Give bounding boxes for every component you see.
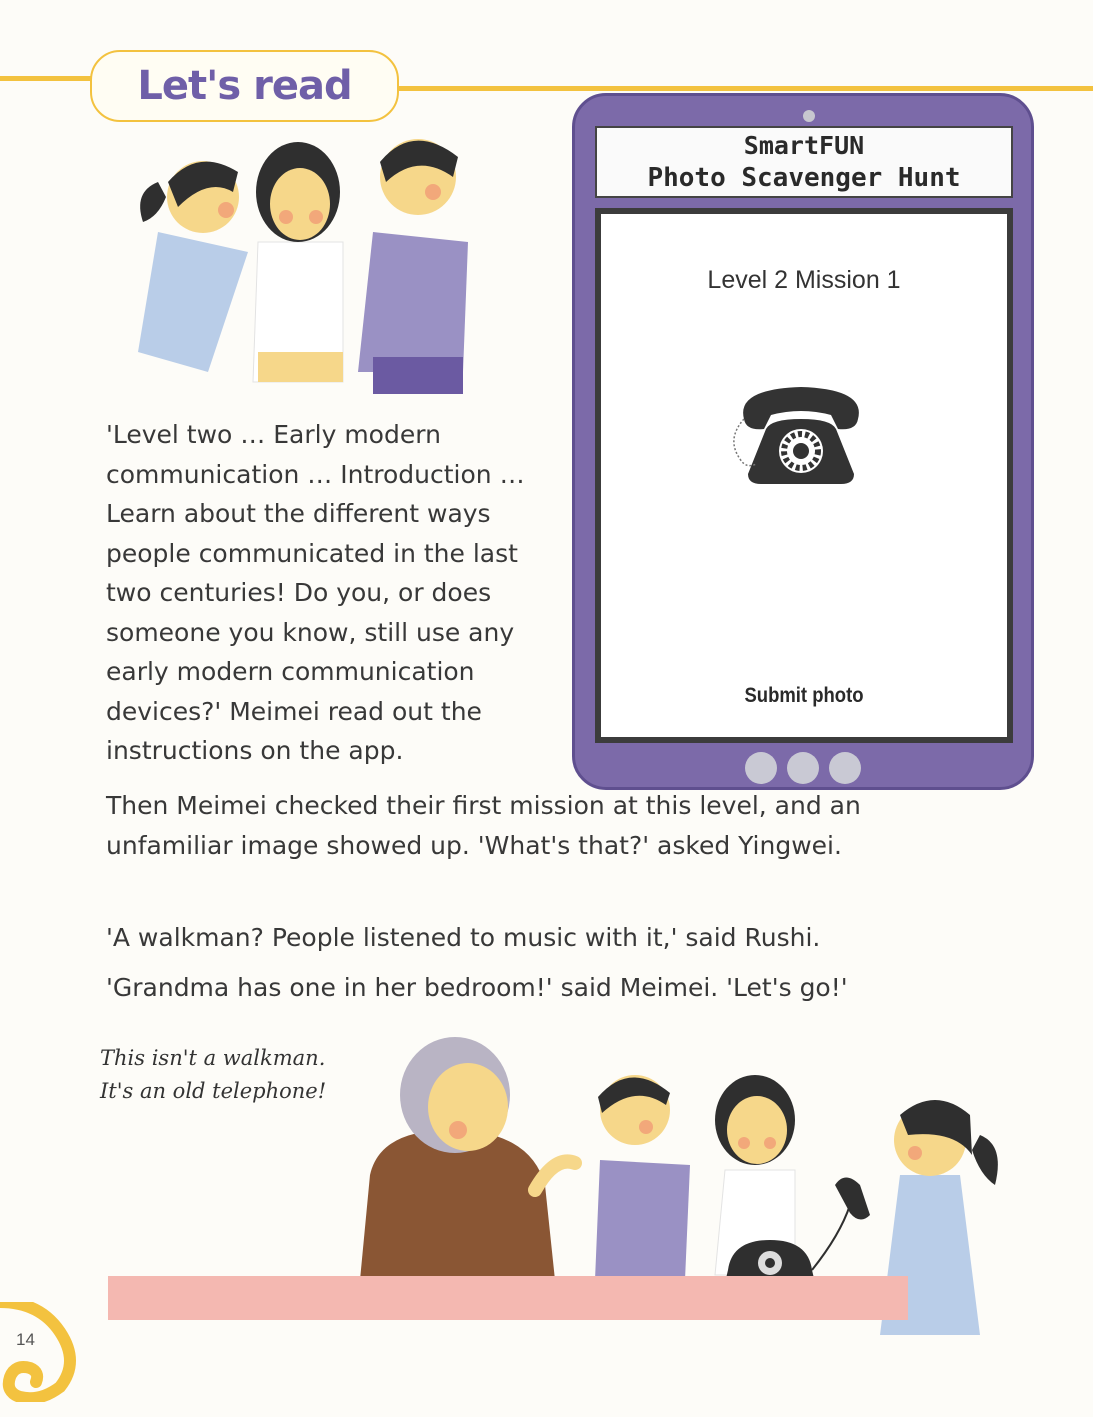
- tablet-screen: [595, 208, 1013, 743]
- boy-figure: [595, 1075, 690, 1280]
- girl-ponytail-figure: [138, 161, 248, 372]
- header-rule-left: [0, 76, 100, 81]
- girl-middle-figure: [253, 142, 343, 382]
- story-paragraph-3: 'A walkman? People listened to music with it,' said Rushi.: [106, 923, 821, 952]
- table-surface: [108, 1276, 908, 1320]
- submit-photo-button[interactable]: Submit photo: [744, 684, 864, 707]
- story-paragraph-4: 'Grandma has one in her bedroom!' said Meimei. 'Let's go!': [106, 973, 848, 1002]
- story-paragraph-2: Then Meimei checked their first mission at this level, and an unfamiliar image showed up. 'What's that?' asked Yingwei.: [106, 791, 861, 860]
- tablet-dot[interactable]: [745, 752, 777, 784]
- page-number: 14: [16, 1330, 35, 1349]
- boy-figure: [358, 139, 468, 394]
- tablet-dot[interactable]: [829, 752, 861, 784]
- section-title-tab: [90, 50, 399, 122]
- tablet-camera: [803, 110, 815, 122]
- page-corner-swirl: [0, 1302, 80, 1402]
- tablet-dot[interactable]: [787, 752, 819, 784]
- grandma-figure: [360, 1037, 575, 1280]
- app-name: SmartFUN: [743, 131, 865, 160]
- story-paragraph-1: 'Level two … Early modern communication … Introduction … Learn about the different ways people communicated in the last two centuries! Do you, or does someone you know, still use any early modern communication devices?' Meimei read out the instructions on the app.: [106, 420, 525, 765]
- children-illustration: [118, 122, 478, 397]
- speech-caption: This isn't a walkman. It's an old telephone!: [100, 1046, 327, 1103]
- section-title: Let's read: [137, 63, 352, 109]
- app-header: [595, 126, 1013, 198]
- tablet-device: [572, 93, 1034, 790]
- rotary-telephone-icon: [726, 379, 876, 489]
- app-subtitle: Photo Scavenger Hunt: [647, 163, 961, 193]
- tablet-nav-dots: [745, 752, 861, 784]
- mission-title: Level 2 Mission 1: [707, 266, 901, 294]
- header-rule-right: [395, 86, 1093, 91]
